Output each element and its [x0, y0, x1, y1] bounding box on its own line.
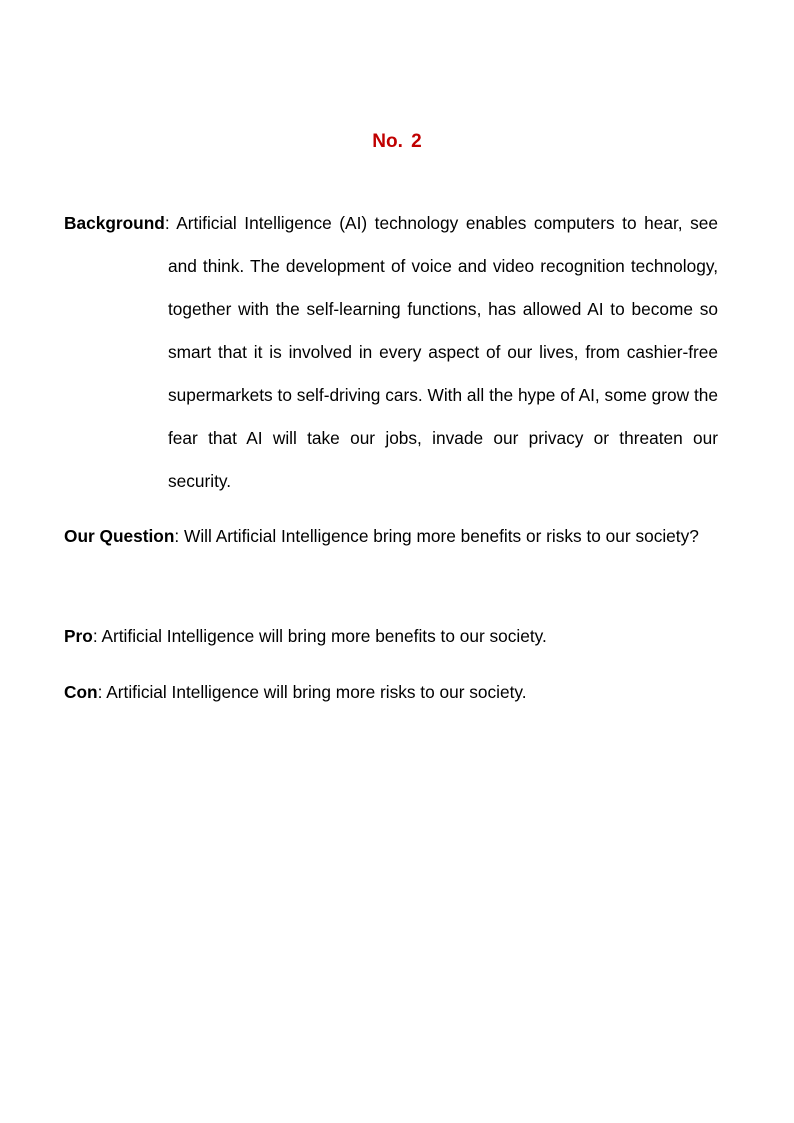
con-separator: :	[97, 682, 103, 702]
con-term: Con	[64, 682, 98, 702]
pro-separator: :	[92, 626, 98, 646]
background-section	[64, 202, 718, 503]
question-section	[64, 515, 718, 558]
pro-section	[64, 615, 718, 658]
background-text: Artificial Intelligence (AI) technology enables computers to hear, see and think. The development of voice and video recognition technology, together with the self-learning functions, has allowed AI to become so smart that it is involved in every aspect of our lives, from cashier-free supermarkets to self-driving cars. With all the hype of AI, some grow the fear that AI will take our jobs, invade our privacy or threaten our security.	[168, 213, 718, 491]
question-text: Will Artificial Intelligence bring more benefits or risks to our society?	[179, 526, 699, 546]
con-section	[64, 671, 718, 714]
question-separator: :	[174, 526, 180, 546]
pro-term: Pro	[64, 626, 93, 646]
background-separator: :	[164, 213, 170, 233]
con-text: Artificial Intelligence will bring more risks to our society.	[102, 682, 527, 702]
question-term: Our Question	[64, 526, 175, 546]
background-term: Background	[64, 213, 165, 233]
pro-text: Artificial Intelligence will bring more benefits to our society.	[97, 626, 547, 646]
page-title: No. 2	[372, 131, 422, 152]
